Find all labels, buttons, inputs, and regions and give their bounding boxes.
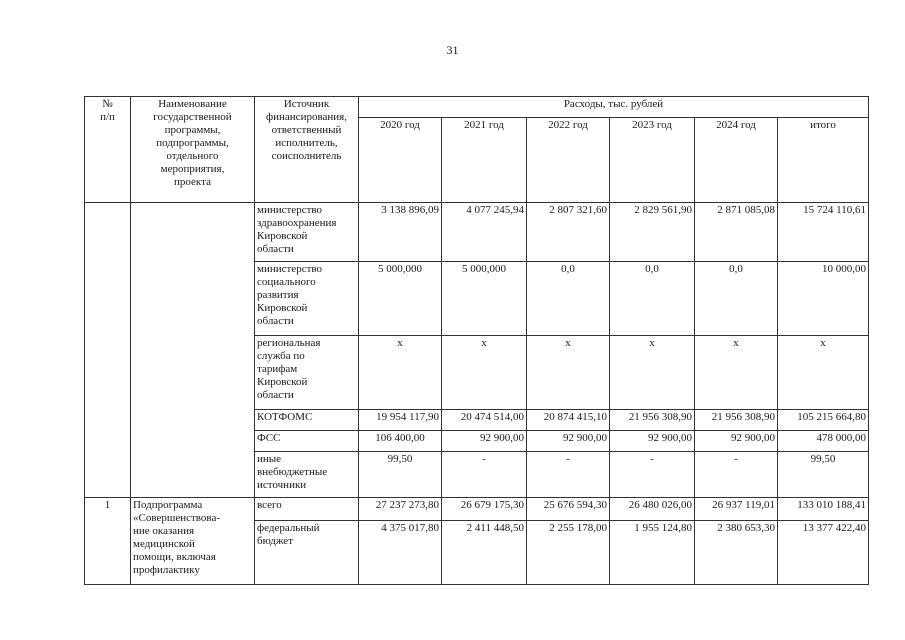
value-cell: 20 474 514,00 (442, 410, 527, 431)
value-cell: 10 000,00 (778, 262, 869, 336)
value-cell: х (527, 336, 610, 410)
source-cell: всего (255, 498, 359, 521)
value-cell: - (442, 452, 527, 498)
value-cell: 4 077 245,94 (442, 203, 527, 262)
value-cell: 25 676 594,30 (527, 498, 610, 521)
value-cell: 4 375 017,80 (359, 521, 442, 585)
empty-cell (131, 203, 255, 498)
value-cell: 2 829 561,90 (610, 203, 695, 262)
value-cell: 92 900,00 (442, 431, 527, 452)
value-cell: 20 874 415,10 (527, 410, 610, 431)
value-cell: 133 010 188,41 (778, 498, 869, 521)
value-cell: х (610, 336, 695, 410)
value-cell: 0,0 (610, 262, 695, 336)
value-cell: 2 255 178,00 (527, 521, 610, 585)
value-cell: 92 900,00 (695, 431, 778, 452)
value-cell: 26 937 119,01 (695, 498, 778, 521)
value-cell: 0,0 (527, 262, 610, 336)
subprogram-num: 1 (85, 498, 131, 585)
header-year: 2024 год (695, 118, 778, 203)
value-cell: 92 900,00 (527, 431, 610, 452)
source-cell: иные внебюджетные источники (255, 452, 359, 498)
value-cell: 26 679 175,30 (442, 498, 527, 521)
page-number: 31 (446, 43, 459, 57)
value-cell: 27 237 273,80 (359, 498, 442, 521)
header-total: итого (778, 118, 869, 203)
value-cell: 99,50 (359, 452, 442, 498)
value-cell: 5 000,000 (442, 262, 527, 336)
expenses-table (84, 96, 869, 585)
source-cell: министерство здравоохранения Кировской области (255, 203, 359, 262)
value-cell: - (527, 452, 610, 498)
source-cell: КОТФОМС (255, 410, 359, 431)
table-row (85, 498, 869, 521)
value-cell: 26 480 026,00 (610, 498, 695, 521)
value-cell: - (695, 452, 778, 498)
value-cell: 19 954 117,90 (359, 410, 442, 431)
value-cell: х (778, 336, 869, 410)
header-year: 2020 год (359, 118, 442, 203)
source-cell: министерство социального развития Кировской области (255, 262, 359, 336)
value-cell: х (695, 336, 778, 410)
value-cell: 15 724 110,61 (778, 203, 869, 262)
value-cell: 2 380 653,30 (695, 521, 778, 585)
header-num: № п/п (85, 97, 131, 203)
value-cell: 2 411 448,50 (442, 521, 527, 585)
value-cell: 13 377 422,40 (778, 521, 869, 585)
source-cell: ФСС (255, 431, 359, 452)
value-cell: - (610, 452, 695, 498)
value-cell: 106 400,00 (359, 431, 442, 452)
table-row (85, 203, 869, 262)
value-cell: 0,0 (695, 262, 778, 336)
value-cell: 2 807 321,60 (527, 203, 610, 262)
header-name: Наименование государственной программы, подпрограммы, отдельного мероприятия, проекта (131, 97, 255, 203)
value-cell: 1 955 124,80 (610, 521, 695, 585)
source-cell: региональная служба по тарифам Кировской области (255, 336, 359, 410)
value-cell: 105 215 664,80 (778, 410, 869, 431)
header-source: Источник финансирования, ответственный исполнитель, соисполнитель (255, 97, 359, 203)
value-cell: х (442, 336, 527, 410)
value-cell: 92 900,00 (610, 431, 695, 452)
header-year: 2023 год (610, 118, 695, 203)
value-cell: 21 956 308,90 (695, 410, 778, 431)
value-cell: 478 000,00 (778, 431, 869, 452)
source-cell: федеральный бюджет (255, 521, 359, 585)
empty-cell (85, 203, 131, 498)
header-expenses: Расходы, тыс. рублей (359, 97, 869, 118)
subprogram-name: Подпрограмма «Совершенствова- ние оказания медицинской помощи, включая профилактику (131, 498, 255, 585)
value-cell: 99,50 (778, 452, 869, 498)
header-year: 2021 год (442, 118, 527, 203)
value-cell: х (359, 336, 442, 410)
value-cell: 2 871 085,08 (695, 203, 778, 262)
value-cell: 21 956 308,90 (610, 410, 695, 431)
header-year: 2022 год (527, 118, 610, 203)
value-cell: 5 000,000 (359, 262, 442, 336)
value-cell: 3 138 896,09 (359, 203, 442, 262)
